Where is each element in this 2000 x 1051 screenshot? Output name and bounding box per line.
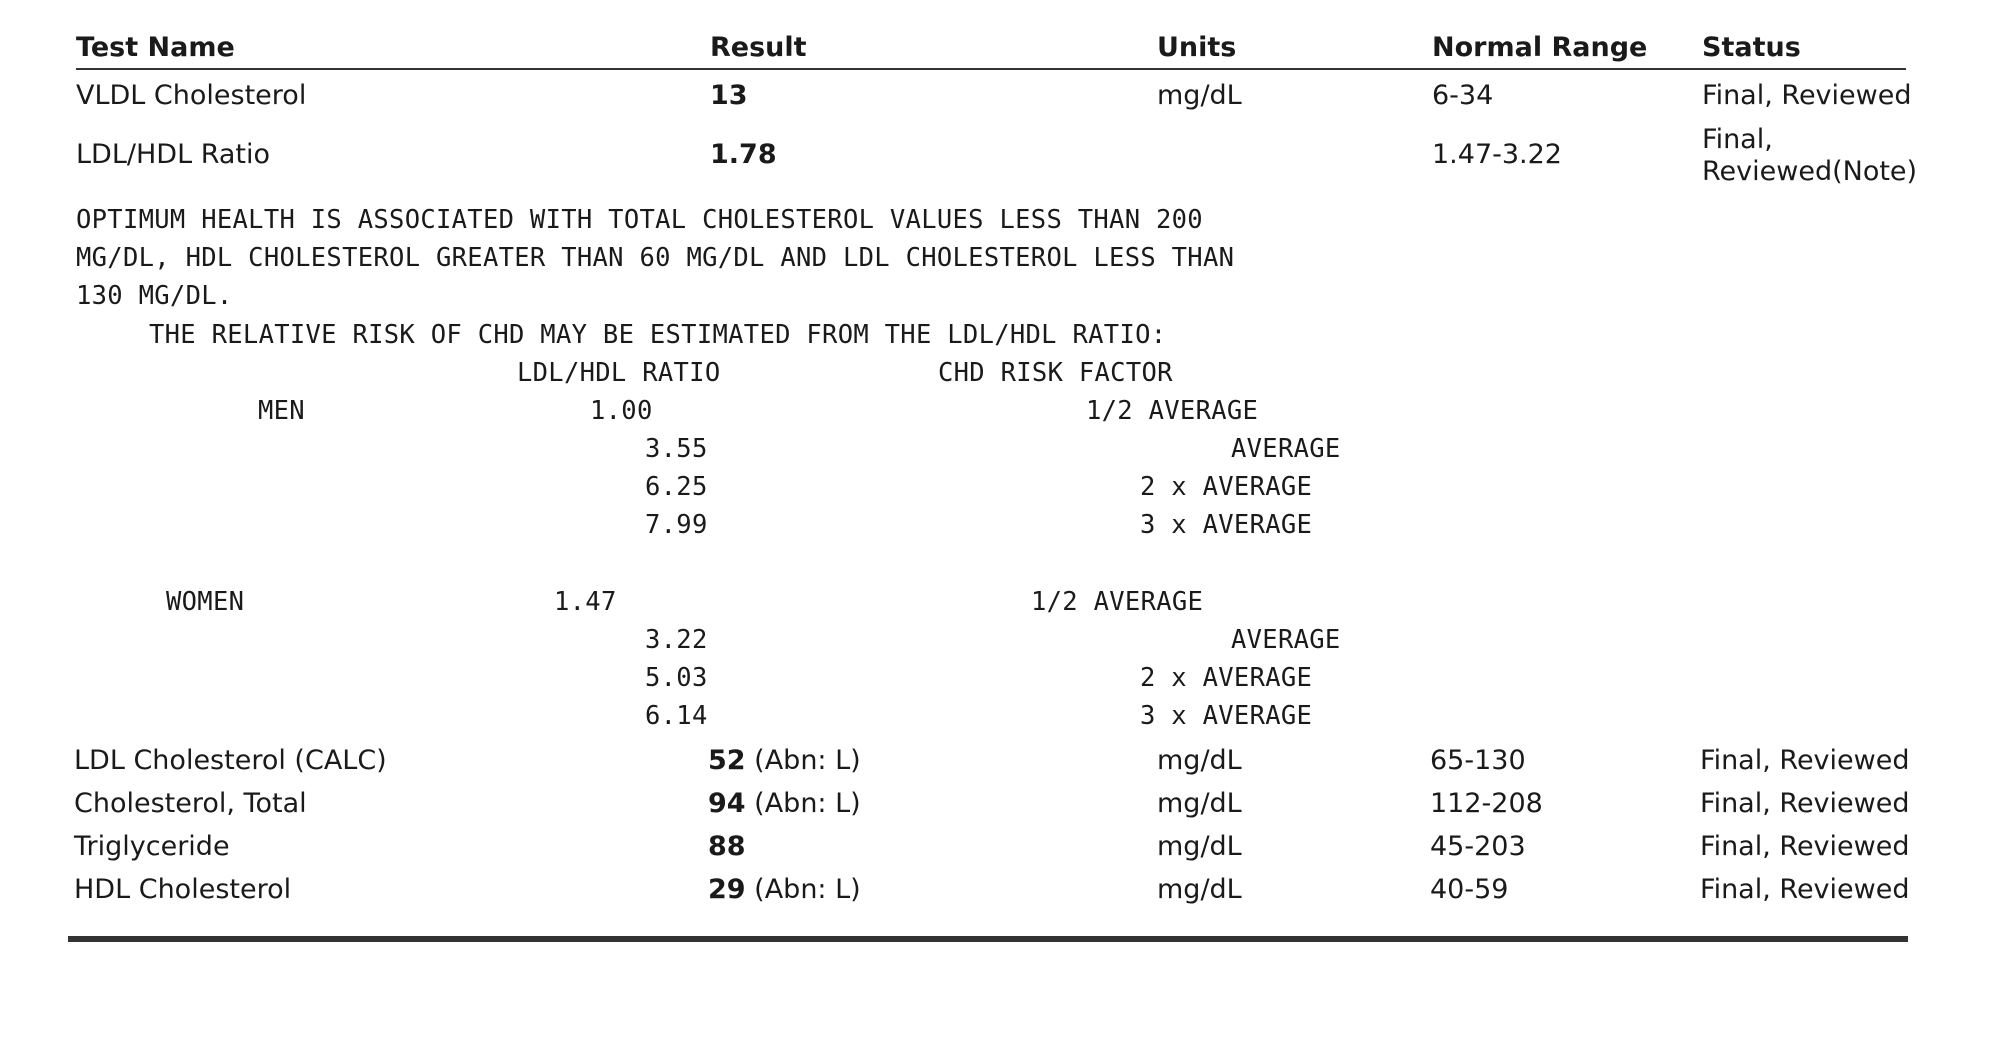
result-cell xyxy=(708,831,746,862)
header-units: Units xyxy=(1157,32,1237,63)
status: Final, Reviewed xyxy=(1700,874,1910,905)
note-intro: THE RELATIVE RISK OF CHD MAY BE ESTIMATED FROM THE LDL/HDL RATIO: xyxy=(149,320,1167,350)
result-cell xyxy=(708,874,861,905)
normal-range: 40-59 xyxy=(1430,874,1509,905)
result-value: 94 xyxy=(708,788,746,819)
men-label: MEN xyxy=(258,396,305,426)
table-bottom-divider xyxy=(68,936,1908,942)
normal-range: 45-203 xyxy=(1430,831,1526,862)
header-normal-range: Normal Range xyxy=(1432,32,1648,63)
women-ratio: 6.14 xyxy=(645,701,708,731)
test-name: LDL Cholesterol (CALC) xyxy=(74,745,387,776)
men-risk: 2 x AVERAGE xyxy=(1140,472,1313,502)
result-value: 52 xyxy=(708,745,746,776)
abnormal-flag: (Abn: L) xyxy=(754,745,861,776)
header-test-name: Test Name xyxy=(76,32,235,63)
test-name: LDL/HDL Ratio xyxy=(76,139,271,170)
header-result: Result xyxy=(710,32,807,63)
status: Final, Reviewed xyxy=(1700,788,1910,819)
header-status: Status xyxy=(1702,32,1801,63)
risk-col-risk-header: CHD RISK FACTOR xyxy=(938,358,1173,388)
men-risk: 3 x AVERAGE xyxy=(1140,510,1313,540)
women-risk: 1/2 AVERAGE xyxy=(1031,587,1204,617)
units: mg/dL xyxy=(1157,874,1242,905)
status: Final, Reviewed xyxy=(1700,831,1910,862)
men-ratio: 7.99 xyxy=(645,510,708,540)
women-label: WOMEN xyxy=(166,587,245,617)
test-name: VLDL Cholesterol xyxy=(76,80,307,111)
men-risk: 1/2 AVERAGE xyxy=(1086,396,1259,426)
units: mg/dL xyxy=(1157,788,1242,819)
units: mg/dL xyxy=(1157,745,1242,776)
result-value: 1.78 xyxy=(710,139,777,170)
note-line: OPTIMUM HEALTH IS ASSOCIATED WITH TOTAL CHOLESTEROL VALUES LESS THAN 200 xyxy=(76,205,1203,235)
status-continued: Reviewed(Note) xyxy=(1702,156,1918,187)
women-ratio: 5.03 xyxy=(645,663,708,693)
result-value: 13 xyxy=(710,80,748,111)
result-value: 88 xyxy=(708,831,746,862)
risk-col-ratio-header: LDL/HDL RATIO xyxy=(517,358,721,388)
note-line: MG/DL, HDL CHOLESTEROL GREATER THAN 60 MG/DL AND LDL CHOLESTEROL LESS THAN xyxy=(76,243,1235,273)
status: Final, xyxy=(1702,124,1773,155)
abnormal-flag: (Abn: L) xyxy=(754,788,861,819)
note-line: 130 MG/DL. xyxy=(76,281,233,311)
result-cell xyxy=(708,788,861,819)
normal-range: 112-208 xyxy=(1430,788,1543,819)
men-ratio: 1.00 xyxy=(590,396,653,426)
men-ratio: 6.25 xyxy=(645,472,708,502)
status: Final, Reviewed xyxy=(1702,80,1912,111)
normal-range: 6-34 xyxy=(1432,80,1494,111)
men-ratio: 3.55 xyxy=(645,434,708,464)
test-name: Triglyceride xyxy=(74,831,230,862)
result-cell xyxy=(708,745,861,776)
test-name: Cholesterol, Total xyxy=(74,788,307,819)
header-divider xyxy=(76,68,1906,70)
women-ratio: 1.47 xyxy=(554,587,617,617)
women-risk: AVERAGE xyxy=(1231,625,1341,655)
test-name: HDL Cholesterol xyxy=(74,874,292,905)
status: Final, Reviewed xyxy=(1700,745,1910,776)
women-risk: 2 x AVERAGE xyxy=(1140,663,1313,693)
women-ratio: 3.22 xyxy=(645,625,708,655)
women-risk: 3 x AVERAGE xyxy=(1140,701,1313,731)
normal-range: 65-130 xyxy=(1430,745,1526,776)
result-value: 29 xyxy=(708,874,746,905)
units: mg/dL xyxy=(1157,831,1242,862)
men-risk: AVERAGE xyxy=(1231,434,1341,464)
abnormal-flag: (Abn: L) xyxy=(754,874,861,905)
normal-range: 1.47-3.22 xyxy=(1432,139,1562,170)
units: mg/dL xyxy=(1157,80,1242,111)
